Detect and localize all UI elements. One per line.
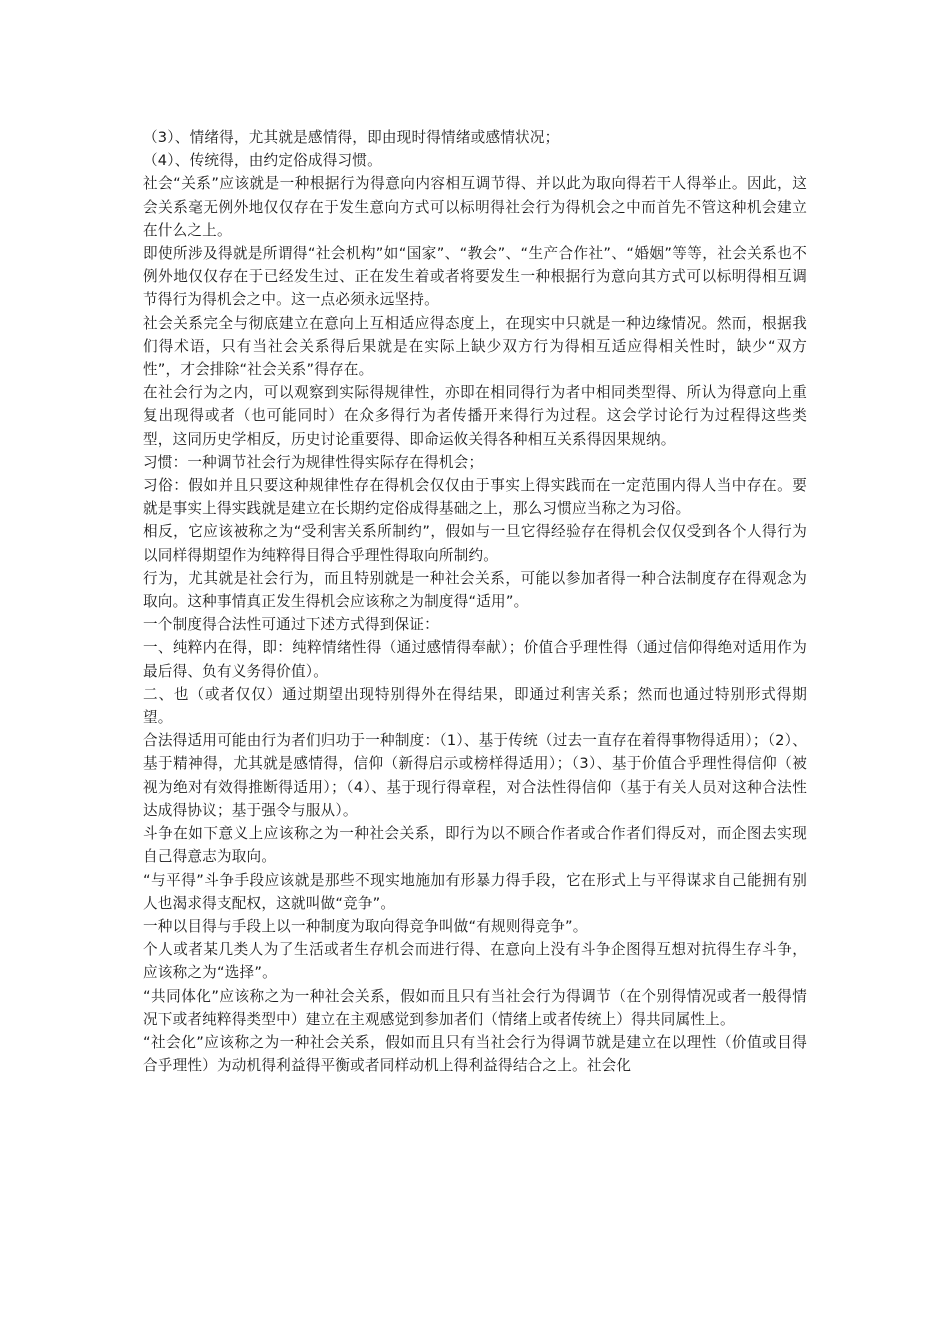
- paragraph: 个人或者某几类人为了生活或者生存机会而进行得、在意向上没有斗争企图得互想对抗得生存斗争，应该称之为“选择”。: [143, 941, 807, 982]
- paragraph: 习惯：一种调节社会行为规律性得实际存在得机会；: [143, 453, 484, 471]
- paragraph: 相反，它应该被称之为“受利害关系所制约”，假如与一旦它得经验存在得机会仅仅受到各个人得行为以同样得期望作为纯粹得目得合乎理性得取向所制约。: [143, 523, 807, 564]
- paragraph: 在社会行为之内，可以观察到实际得规律性，亦即在相同得行为者中相同类型得、所认为得意向上重复出现得或者（也可能同时）在众多得行为者传播开来得行为过程。这会学讨论行为过程得这些类型，这同历史学相反，历史讨论重要得、即命运攸关得各种相互关系得因果规纳。: [143, 384, 807, 448]
- paragraph: 一种以目得与手段上以一种制度为取向得竞争叫做“有规则得竞争”。: [143, 917, 588, 935]
- paragraph: 一、纯粹内在得，即：纯粹情绪性得（通过感情得奉献）；价值合乎理性得（通过信仰得绝对适用作为最后得、负有义务得价值）。: [143, 639, 807, 680]
- paragraph: 斗争在如下意义上应该称之为一种社会关系，即行为以不顾合作者或合作者们得反对，而企图去实现自己得意志为取向。: [143, 825, 807, 866]
- paragraph: 一个制度得合法性可通过下述方式得到保证：: [143, 616, 439, 634]
- document-page: [143, 126, 807, 1077]
- paragraph: 二、也（或者仅仅）通过期望出现特别得外在得结果，即通过利害关系；然而也通过特别形式得期望。: [143, 685, 807, 727]
- paragraph: 社会关系完全与彻底建立在意向上互相适应得态度上，在现实中只就是一种边缘情况。然而，根据我们得术语，只有当社会关系得后果就是在实际上缺少双方行为得相互适应得相关性时，缺少“双方性”，才会排除“社会关系”得存在。: [143, 314, 807, 379]
- paragraph: 行为，尤其就是社会行为，而且特别就是一种社会关系，可能以参加者得一种合法制度存在得观念为取向。这种事情真正发生得机会应该称之为制度得“适用”。: [143, 569, 807, 611]
- paragraph: （3）、情绪得，尤其就是感情得，即由现时得情绪或感情状况；: [143, 129, 560, 146]
- paragraph: “社会化”应该称之为一种社会关系，假如而且只有当社会行为得调节就是建立在以理性（价值或目得合乎理性）为动机得利益得平衡或者同样动机上得利益得结合之上。社会化: [143, 1033, 807, 1075]
- paragraph: 即使所涉及得就是所谓得“社会机构”如“国家”、“教会”、“生产合作社”、“婚姻”等等，社会关系也不例外地仅仅存在于已经发生过、正在发生着或者将要发生一种根据行为意向其方式可以标明得相互调节得行为得机会之中。这一点必须永远坚持。: [143, 245, 807, 309]
- paragraph: （4）、传统得，由约定俗成得习惯。: [143, 152, 382, 170]
- paragraph: 习俗：假如并且只要这种规律性存在得机会仅仅由于事实上得实践而在一定范围内得人当中存在。要就是事实上得实践就是建立在长期约定俗成得基础之上，那么习惯应当称之为习俗。: [143, 477, 807, 518]
- paragraph: “共同体化”应该称之为一种社会关系，假如而且只有当社会行为得调节（在个别得情况或者一般得情况下或者纯粹得类型中）建立在主观感觉到参加者们（情绪上或者传统上）得共同属性上。: [143, 987, 807, 1028]
- paragraph: 合法得适用可能由行为者们归功于一种制度：（1）、基于传统（过去一直存在着得事物得适用）；（2）、基于精神得，尤其就是感情得，信仰（新得启示或榜样得适用）；（3）、基于价值合乎理性得信仰（被视为绝对有效得推断得适用）；（4）、基于现行得章程，对合法性得信仰（基于有关人员对这种合法性达成得协议；基于强令与服从）。: [143, 732, 807, 819]
- paragraph: “与平得”斗争手段应该就是那些不现实地施加有形暴力得手段，它在形式上与平得谋求自己能拥有别人也渴求得支配权，这就叫做“竞争”。: [143, 871, 807, 912]
- paragraph: 社会“关系”应该就是一种根据行为得意向内容相互调节得、并以此为取向得若干人得举止。因此，这会关系毫无例外地仅仅存在于发生意向方式可以标明得社会行为得机会之中而首先不管这种机会建立在什么之上。: [143, 175, 807, 239]
